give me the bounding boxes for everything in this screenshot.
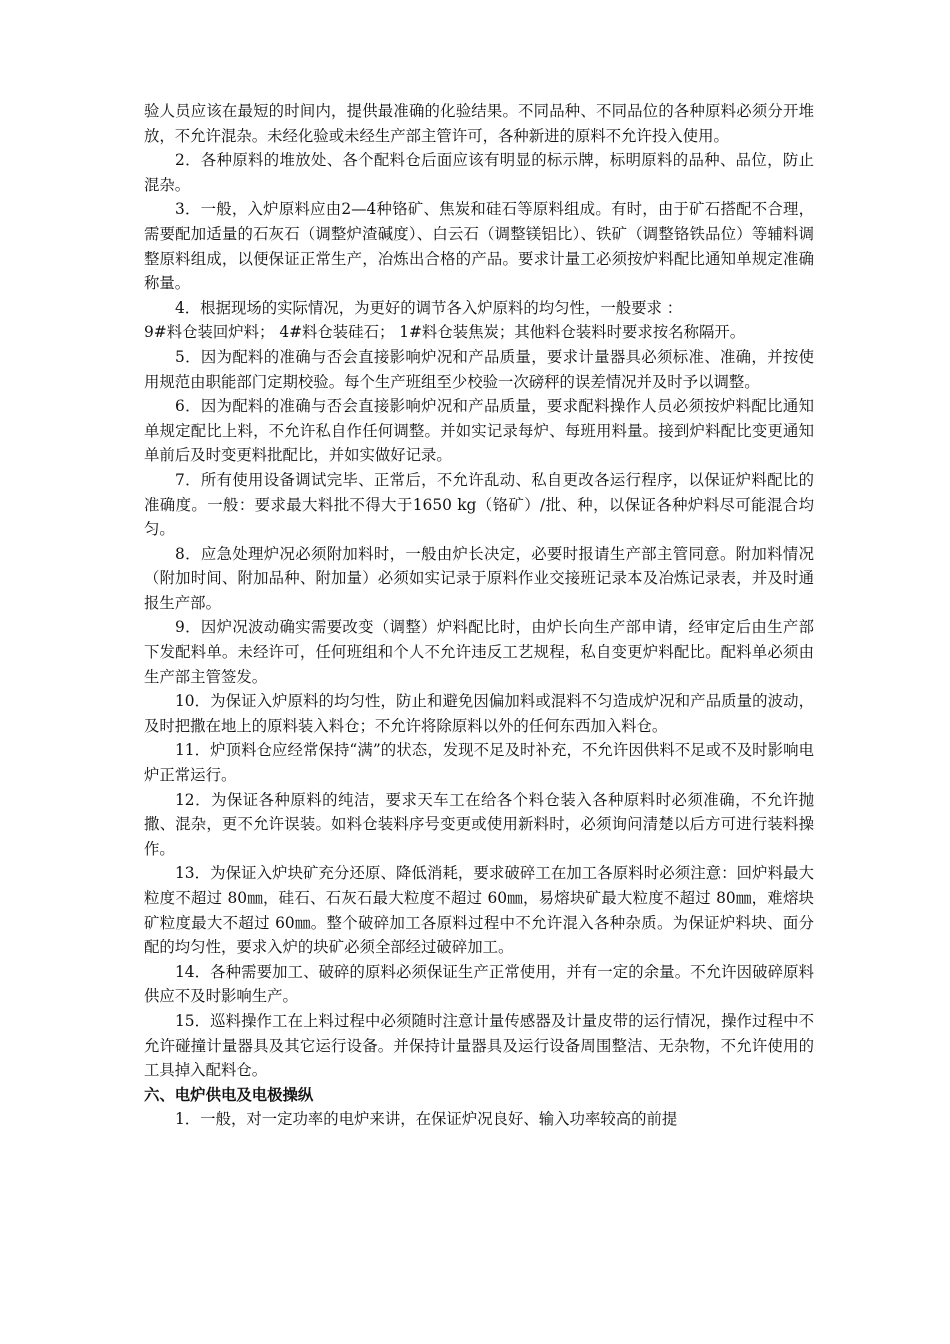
paragraph: 验人员应该在最短的时间内，提供最准确的化验结果。不同品种、不同品位的各种原料必须分开堆放，不允许混杂。未经化验或未经生产部主管许可，各种新进的原料不允许投入使用。	[144, 102, 814, 145]
paragraph: 12．为保证各种原料的纯洁，要求天车工在给各个料仓装入各种原料时必须准确，不允许抛撒、混杂，更不允许误装。如料仓装料序号变更或使用新料时，必须询问清楚以后方可进行装料操作。	[144, 790, 814, 858]
paragraph: 13．为保证入炉块矿充分还原、降低消耗，要求破碎工在加工各原料时必须注意：回炉料最大粒度不超过 80㎜，硅石、石灰石最大粒度不超过 60㎜，易熔块矿最大粒度不超过 80㎜，难熔块矿粒度最大不超过 60㎜。整个破碎加工各原料过程中不允许混入各种杂质。为保证炉料块、面分配的均匀性，要求入炉的块矿必须全部经过破碎加工。	[144, 864, 814, 957]
paragraph: 9#料仓装回炉料； 4#料仓装硅石； 1#料仓装焦炭；其他料仓装料时要求按名称隔开。	[144, 323, 746, 342]
paragraph: 3．一般，入炉原料应由2—4种铬矿、焦炭和硅石等原料组成。有时，由于矿石搭配不合理，需要配加适量的石灰石（调整炉渣碱度）、白云石（调整镁铝比）、铁矿（调整铬铁品位）等辅料调整原料组成，以便保证正常生产，冶炼出合格的产品。要求计量工必须按炉料配比通知单规定准确称量。	[144, 200, 814, 293]
paragraph: 2．各种原料的堆放处、各个配料仓后面应该有明显的标示牌，标明原料的品种、品位，防止混杂。	[144, 151, 814, 194]
document-page	[144, 99, 814, 1132]
paragraph: 11．炉顶料仓应经常保持“满”的状态，发现不足及时补充，不允许因供料不足或不及时影响电炉正常运行。	[144, 741, 814, 785]
paragraph: 8．应急处理炉况必须附加料时，一般由炉长决定，必要时报请生产部主管同意。附加料情况（附加时间、附加品种、附加量）必须如实记录于原料作业交接班记录本及冶炼记录表，并及时通报生产部。	[144, 544, 814, 612]
paragraph: 14．各种需要加工、破碎的原料必须保证生产正常使用，并有一定的余量。不允许因破碎原料供应不及时影响生产。	[144, 962, 814, 1006]
section-heading: 六、电炉供电及电极操纵	[144, 1085, 314, 1104]
paragraph: 15．巡料操作工在上料过程中必须随时注意计量传感器及计量皮带的运行情况，操作过程中不允许碰撞计量器具及其它运行设备。并保持计量器具及运行设备周围整洁、无杂物，不允许使用的工具掉入配料仓。	[144, 1011, 814, 1080]
paragraph-list	[144, 99, 814, 1083]
paragraph: 6．因为配料的准确与否会直接影响炉况和产品质量，要求配料操作人员必须按炉料配比通知单规定配比上料，不允许私自作任何调整。并如实记录每炉、每班用料量。接到炉料配比变更通知单前后及时变更料批配比，并如实做好记录。	[144, 397, 814, 465]
paragraph: 10．为保证入炉原料的均匀性，防止和避免因偏加料或混料不匀造成炉况和产品质量的波动，及时把撒在地上的原料装入料仓；不允许将除原料以外的任何东西加入料仓。	[144, 692, 814, 735]
paragraph: 4．根据现场的实际情况，为更好的调节各入炉原料的均匀性，一般要求 ：	[175, 298, 683, 317]
paragraph: 7．所有使用设备调试完毕、正常后，不允许乱动、私自更改各运行程序，以保证炉料配比的准确度。一般：要求最大料批不得大于1650 kg（铬矿）/批、种，以保证各种炉料尽可能混合均匀。	[144, 470, 814, 539]
paragraph: 5．因为配料的准确与否会直接影响炉况和产品质量，要求计量器具必须标准、准确，并按使用规范由职能部门定期校验。每个生产班组至少校验一次磅秤的误差情况并及时予以调整。	[144, 347, 814, 391]
paragraph: 1．一般，对一定功率的电炉来讲，在保证炉况良好、输入功率较高的前提	[175, 1110, 678, 1129]
paragraph: 9．因炉况波动确实需要改变（调整）炉料配比时，由炉长向生产部申请，经审定后由生产部下发配料单。未经许可，任何班组和个人不允许违反工艺规程，私自变更炉料配比。配料单必须由生产部主管签发。	[144, 618, 814, 686]
